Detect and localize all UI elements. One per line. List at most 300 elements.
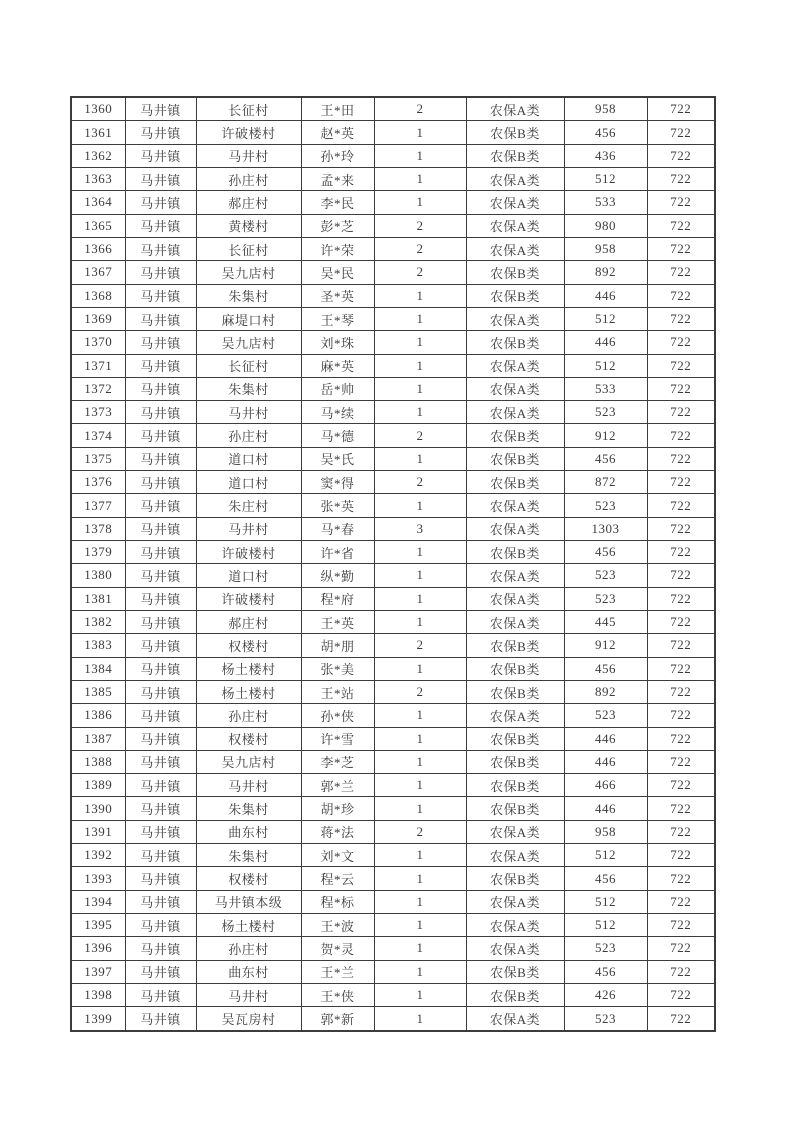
cell-serial: 1363 (71, 168, 125, 191)
cell-code: 722 (647, 727, 715, 750)
records-table (70, 96, 716, 1032)
cell-town: 马井镇 (125, 610, 196, 633)
cell-town: 马井镇 (125, 517, 196, 540)
cell-category: 农保A类 (466, 237, 564, 260)
cell-count: 1 (374, 937, 466, 960)
cell-village: 孙庄村 (196, 168, 301, 191)
table-row (71, 424, 715, 447)
cell-count: 1 (374, 727, 466, 750)
cell-count: 1 (374, 704, 466, 727)
cell-amount: 426 (564, 983, 647, 1006)
cell-town: 马井镇 (125, 867, 196, 890)
cell-name: 麻*英 (301, 354, 374, 377)
cell-town: 马井镇 (125, 284, 196, 307)
cell-amount: 523 (564, 494, 647, 517)
cell-amount: 446 (564, 284, 647, 307)
cell-town: 马井镇 (125, 307, 196, 330)
cell-name: 王*侠 (301, 983, 374, 1006)
cell-category: 农保B类 (466, 471, 564, 494)
cell-serial: 1365 (71, 214, 125, 237)
cell-code: 722 (647, 610, 715, 633)
cell-name: 王*英 (301, 610, 374, 633)
cell-town: 马井镇 (125, 1007, 196, 1031)
cell-category: 农保B类 (466, 657, 564, 680)
cell-serial: 1396 (71, 937, 125, 960)
cell-name: 马*德 (301, 424, 374, 447)
cell-town: 马井镇 (125, 890, 196, 913)
cell-town: 马井镇 (125, 541, 196, 564)
cell-village: 马井村 (196, 517, 301, 540)
cell-amount: 446 (564, 727, 647, 750)
cell-category: 农保B类 (466, 634, 564, 657)
cell-amount: 533 (564, 377, 647, 400)
cell-name: 王*田 (301, 97, 374, 121)
table-row (71, 680, 715, 703)
table-row (71, 168, 715, 191)
cell-category: 农保B类 (466, 261, 564, 284)
cell-village: 长征村 (196, 97, 301, 121)
cell-category: 农保A类 (466, 937, 564, 960)
cell-category: 农保B类 (466, 144, 564, 167)
cell-amount: 466 (564, 774, 647, 797)
cell-count: 1 (374, 564, 466, 587)
cell-village: 孙庄村 (196, 937, 301, 960)
cell-code: 722 (647, 494, 715, 517)
cell-count: 2 (374, 820, 466, 843)
table-row (71, 331, 715, 354)
cell-count: 1 (374, 331, 466, 354)
cell-town: 马井镇 (125, 121, 196, 144)
cell-category: 农保A类 (466, 704, 564, 727)
cell-village: 道口村 (196, 471, 301, 494)
cell-amount: 446 (564, 797, 647, 820)
cell-category: 农保B类 (466, 121, 564, 144)
table-row (71, 447, 715, 470)
cell-category: 农保B类 (466, 727, 564, 750)
cell-count: 2 (374, 634, 466, 657)
cell-code: 722 (647, 284, 715, 307)
cell-amount: 523 (564, 937, 647, 960)
cell-village: 马井村 (196, 774, 301, 797)
table-row (71, 121, 715, 144)
cell-serial: 1383 (71, 634, 125, 657)
cell-count: 2 (374, 97, 466, 121)
cell-town: 马井镇 (125, 657, 196, 680)
cell-category: 农保A类 (466, 517, 564, 540)
cell-village: 长征村 (196, 354, 301, 377)
records-table-body (71, 97, 715, 1031)
cell-code: 722 (647, 564, 715, 587)
table-row (71, 657, 715, 680)
cell-village: 孙庄村 (196, 704, 301, 727)
table-row (71, 97, 715, 121)
cell-village: 孙庄村 (196, 424, 301, 447)
cell-village: 朱集村 (196, 844, 301, 867)
table-row (71, 634, 715, 657)
table-row (71, 844, 715, 867)
cell-serial: 1372 (71, 377, 125, 400)
cell-count: 1 (374, 144, 466, 167)
table-row (71, 774, 715, 797)
cell-serial: 1367 (71, 261, 125, 284)
cell-town: 马井镇 (125, 424, 196, 447)
cell-town: 马井镇 (125, 331, 196, 354)
cell-village: 杨土楼村 (196, 657, 301, 680)
cell-village: 权楼村 (196, 727, 301, 750)
cell-count: 1 (374, 494, 466, 517)
cell-serial: 1379 (71, 541, 125, 564)
cell-serial: 1375 (71, 447, 125, 470)
cell-category: 农保B类 (466, 960, 564, 983)
cell-name: 贺*灵 (301, 937, 374, 960)
cell-serial: 1361 (71, 121, 125, 144)
cell-category: 农保A类 (466, 914, 564, 937)
table-row (71, 797, 715, 820)
cell-town: 马井镇 (125, 727, 196, 750)
cell-village: 朱庄村 (196, 494, 301, 517)
cell-amount: 892 (564, 680, 647, 703)
table-row (71, 284, 715, 307)
cell-code: 722 (647, 774, 715, 797)
cell-village: 马井村 (196, 144, 301, 167)
cell-serial: 1399 (71, 1007, 125, 1031)
cell-count: 1 (374, 797, 466, 820)
cell-name: 孙*玲 (301, 144, 374, 167)
cell-amount: 456 (564, 447, 647, 470)
cell-count: 1 (374, 191, 466, 214)
cell-serial: 1397 (71, 960, 125, 983)
cell-village: 长征村 (196, 237, 301, 260)
cell-code: 722 (647, 191, 715, 214)
cell-town: 马井镇 (125, 937, 196, 960)
cell-village: 朱集村 (196, 377, 301, 400)
cell-code: 722 (647, 97, 715, 121)
cell-serial: 1374 (71, 424, 125, 447)
cell-amount: 958 (564, 820, 647, 843)
cell-serial: 1391 (71, 820, 125, 843)
cell-name: 李*民 (301, 191, 374, 214)
cell-code: 722 (647, 867, 715, 890)
cell-name: 郭*新 (301, 1007, 374, 1031)
cell-code: 722 (647, 471, 715, 494)
cell-count: 1 (374, 121, 466, 144)
cell-amount: 958 (564, 237, 647, 260)
cell-code: 722 (647, 657, 715, 680)
cell-name: 王*波 (301, 914, 374, 937)
cell-amount: 523 (564, 401, 647, 424)
cell-name: 刘*文 (301, 844, 374, 867)
cell-amount: 912 (564, 424, 647, 447)
cell-count: 1 (374, 284, 466, 307)
cell-town: 马井镇 (125, 774, 196, 797)
cell-amount: 512 (564, 168, 647, 191)
table-row (71, 587, 715, 610)
cell-serial: 1368 (71, 284, 125, 307)
cell-village: 许破楼村 (196, 121, 301, 144)
cell-code: 722 (647, 634, 715, 657)
cell-name: 许*荣 (301, 237, 374, 260)
cell-amount: 446 (564, 331, 647, 354)
cell-amount: 456 (564, 121, 647, 144)
cell-village: 朱集村 (196, 284, 301, 307)
cell-village: 权楼村 (196, 634, 301, 657)
cell-count: 3 (374, 517, 466, 540)
cell-town: 马井镇 (125, 447, 196, 470)
cell-amount: 512 (564, 890, 647, 913)
table-row (71, 261, 715, 284)
cell-village: 朱集村 (196, 797, 301, 820)
cell-serial: 1388 (71, 750, 125, 773)
cell-amount: 456 (564, 867, 647, 890)
cell-code: 722 (647, 261, 715, 284)
cell-serial: 1370 (71, 331, 125, 354)
cell-code: 722 (647, 331, 715, 354)
cell-serial: 1381 (71, 587, 125, 610)
cell-serial: 1389 (71, 774, 125, 797)
cell-category: 农保A类 (466, 890, 564, 913)
cell-category: 农保A类 (466, 354, 564, 377)
table-row (71, 610, 715, 633)
table-row (71, 867, 715, 890)
cell-town: 马井镇 (125, 97, 196, 121)
cell-town: 马井镇 (125, 797, 196, 820)
cell-count: 1 (374, 587, 466, 610)
table-row (71, 541, 715, 564)
cell-code: 722 (647, 844, 715, 867)
cell-count: 1 (374, 844, 466, 867)
cell-serial: 1392 (71, 844, 125, 867)
cell-count: 1 (374, 867, 466, 890)
cell-town: 马井镇 (125, 983, 196, 1006)
cell-code: 722 (647, 587, 715, 610)
table-row (71, 937, 715, 960)
cell-category: 农保A类 (466, 844, 564, 867)
cell-town: 马井镇 (125, 587, 196, 610)
cell-name: 张*英 (301, 494, 374, 517)
cell-count: 1 (374, 657, 466, 680)
cell-count: 2 (374, 261, 466, 284)
cell-count: 1 (374, 401, 466, 424)
cell-code: 722 (647, 820, 715, 843)
cell-amount: 1303 (564, 517, 647, 540)
cell-code: 722 (647, 354, 715, 377)
cell-code: 722 (647, 144, 715, 167)
cell-category: 农保A类 (466, 168, 564, 191)
table-row (71, 517, 715, 540)
cell-category: 农保B类 (466, 331, 564, 354)
cell-count: 1 (374, 983, 466, 1006)
cell-name: 李*芝 (301, 750, 374, 773)
cell-category: 农保A类 (466, 191, 564, 214)
cell-amount: 456 (564, 960, 647, 983)
cell-count: 1 (374, 168, 466, 191)
cell-name: 程*云 (301, 867, 374, 890)
cell-name: 窦*得 (301, 471, 374, 494)
cell-serial: 1366 (71, 237, 125, 260)
cell-amount: 912 (564, 634, 647, 657)
table-row (71, 471, 715, 494)
cell-category: 农保B类 (466, 680, 564, 703)
cell-serial: 1386 (71, 704, 125, 727)
cell-village: 许破楼村 (196, 541, 301, 564)
cell-amount: 958 (564, 97, 647, 121)
cell-category: 农保A类 (466, 610, 564, 633)
cell-town: 马井镇 (125, 844, 196, 867)
cell-count: 1 (374, 354, 466, 377)
cell-amount: 512 (564, 354, 647, 377)
cell-town: 马井镇 (125, 820, 196, 843)
cell-category: 农保A类 (466, 587, 564, 610)
cell-amount: 980 (564, 214, 647, 237)
cell-amount: 446 (564, 750, 647, 773)
cell-code: 722 (647, 960, 715, 983)
cell-village: 郝庄村 (196, 191, 301, 214)
cell-town: 马井镇 (125, 214, 196, 237)
cell-code: 722 (647, 937, 715, 960)
table-row (71, 144, 715, 167)
table-row (71, 214, 715, 237)
cell-town: 马井镇 (125, 680, 196, 703)
cell-serial: 1369 (71, 307, 125, 330)
cell-village: 吴九店村 (196, 750, 301, 773)
cell-amount: 533 (564, 191, 647, 214)
cell-count: 2 (374, 680, 466, 703)
table-row (71, 494, 715, 517)
cell-serial: 1384 (71, 657, 125, 680)
cell-village: 权楼村 (196, 867, 301, 890)
cell-serial: 1394 (71, 890, 125, 913)
cell-code: 722 (647, 447, 715, 470)
cell-town: 马井镇 (125, 168, 196, 191)
cell-amount: 512 (564, 307, 647, 330)
cell-town: 马井镇 (125, 960, 196, 983)
cell-town: 马井镇 (125, 634, 196, 657)
cell-name: 马*春 (301, 517, 374, 540)
cell-town: 马井镇 (125, 237, 196, 260)
cell-amount: 523 (564, 1007, 647, 1031)
cell-count: 1 (374, 447, 466, 470)
table-row (71, 377, 715, 400)
table-row (71, 750, 715, 773)
cell-serial: 1398 (71, 983, 125, 1006)
cell-name: 蒋*法 (301, 820, 374, 843)
cell-village: 许破楼村 (196, 587, 301, 610)
cell-code: 722 (647, 704, 715, 727)
cell-code: 722 (647, 424, 715, 447)
cell-name: 许*雪 (301, 727, 374, 750)
cell-town: 马井镇 (125, 494, 196, 517)
cell-name: 许*省 (301, 541, 374, 564)
table-row (71, 1007, 715, 1031)
cell-code: 722 (647, 541, 715, 564)
cell-town: 马井镇 (125, 191, 196, 214)
cell-name: 王*琴 (301, 307, 374, 330)
cell-count: 1 (374, 890, 466, 913)
cell-village: 马井镇本级 (196, 890, 301, 913)
cell-code: 722 (647, 237, 715, 260)
cell-town: 马井镇 (125, 914, 196, 937)
cell-code: 722 (647, 1007, 715, 1031)
cell-serial: 1390 (71, 797, 125, 820)
cell-name: 纵*勤 (301, 564, 374, 587)
cell-name: 圣*英 (301, 284, 374, 307)
cell-code: 722 (647, 797, 715, 820)
cell-amount: 456 (564, 541, 647, 564)
cell-name: 程*府 (301, 587, 374, 610)
cell-serial: 1395 (71, 914, 125, 937)
cell-town: 马井镇 (125, 401, 196, 424)
cell-name: 彭*芝 (301, 214, 374, 237)
cell-count: 2 (374, 214, 466, 237)
cell-category: 农保A类 (466, 1007, 564, 1031)
cell-count: 1 (374, 307, 466, 330)
cell-serial: 1376 (71, 471, 125, 494)
cell-name: 赵*英 (301, 121, 374, 144)
cell-name: 胡*珍 (301, 797, 374, 820)
cell-village: 马井村 (196, 983, 301, 1006)
cell-amount: 436 (564, 144, 647, 167)
cell-code: 722 (647, 307, 715, 330)
cell-town: 马井镇 (125, 354, 196, 377)
cell-code: 722 (647, 401, 715, 424)
cell-category: 农保A类 (466, 307, 564, 330)
table-row (71, 191, 715, 214)
cell-code: 722 (647, 890, 715, 913)
cell-town: 马井镇 (125, 144, 196, 167)
cell-category: 农保B类 (466, 424, 564, 447)
cell-serial: 1360 (71, 97, 125, 121)
cell-serial: 1382 (71, 610, 125, 633)
cell-category: 农保B类 (466, 774, 564, 797)
cell-village: 吴九店村 (196, 331, 301, 354)
cell-village: 曲东村 (196, 960, 301, 983)
cell-code: 722 (647, 121, 715, 144)
cell-count: 1 (374, 914, 466, 937)
cell-village: 杨土楼村 (196, 914, 301, 937)
cell-village: 麻堤口村 (196, 307, 301, 330)
cell-amount: 523 (564, 587, 647, 610)
cell-category: 农保B类 (466, 541, 564, 564)
cell-category: 农保B类 (466, 867, 564, 890)
cell-code: 722 (647, 214, 715, 237)
cell-category: 农保B类 (466, 750, 564, 773)
cell-serial: 1373 (71, 401, 125, 424)
cell-town: 马井镇 (125, 261, 196, 284)
cell-serial: 1377 (71, 494, 125, 517)
cell-name: 岳*帅 (301, 377, 374, 400)
cell-count: 1 (374, 541, 466, 564)
cell-name: 吴*民 (301, 261, 374, 284)
cell-village: 曲东村 (196, 820, 301, 843)
cell-category: 农保A类 (466, 377, 564, 400)
cell-amount: 512 (564, 914, 647, 937)
cell-count: 1 (374, 377, 466, 400)
cell-amount: 445 (564, 610, 647, 633)
cell-count: 1 (374, 774, 466, 797)
cell-count: 2 (374, 237, 466, 260)
cell-town: 马井镇 (125, 377, 196, 400)
table-row (71, 960, 715, 983)
cell-code: 722 (647, 377, 715, 400)
cell-serial: 1387 (71, 727, 125, 750)
table-row (71, 564, 715, 587)
cell-amount: 523 (564, 564, 647, 587)
table-row (71, 983, 715, 1006)
cell-town: 马井镇 (125, 471, 196, 494)
cell-category: 农保A类 (466, 564, 564, 587)
cell-serial: 1380 (71, 564, 125, 587)
cell-name: 孙*侠 (301, 704, 374, 727)
